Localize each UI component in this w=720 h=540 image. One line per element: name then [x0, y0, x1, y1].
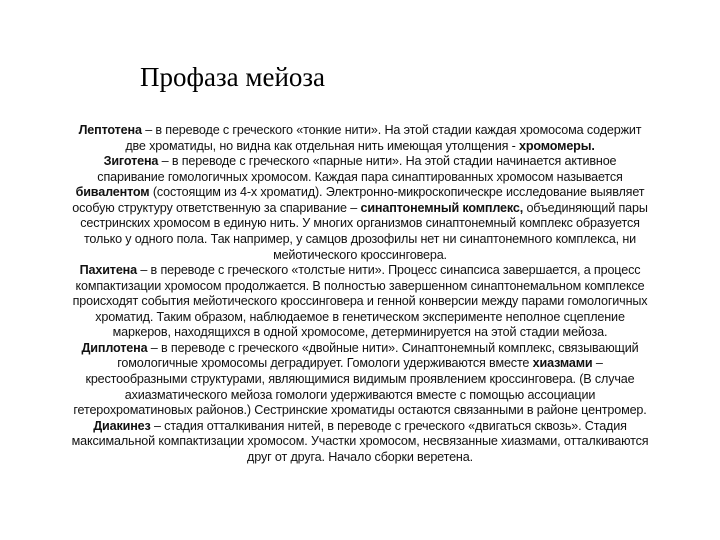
term-bold: хиазмами: [532, 356, 593, 371]
text-line: [20, 341, 700, 357]
text-segment: –: [592, 356, 603, 371]
text-segment: максимальной компактизации хромосом. Участки хромосом, несвязанные хиазмами, отталкиваются: [71, 434, 649, 449]
term-bold: синаптонемный комплекс,: [360, 200, 524, 215]
text-line: [20, 450, 700, 466]
text-segment: – в переводе с греческого «толстые нити». Процесс синапсиса завершается, а процесс: [137, 263, 641, 278]
text-segment: спаривание гомологичных хромосом. Каждая пара синаптированных хромосом называется: [97, 169, 623, 184]
text-segment: особую структуру ответственную за спаривание –: [72, 200, 361, 215]
term-bold: бивалентом: [75, 185, 150, 200]
text-line: [20, 356, 700, 372]
text-segment: – в переводе с греческого «парные нити». На этой стадии начинается активное: [158, 154, 617, 169]
text-line: [20, 279, 700, 295]
text-line: [20, 310, 700, 326]
text-segment: хроматид. Таким образом, наблюдаемое в генетическом эксперименте неполное сцепление: [95, 309, 625, 324]
text-segment: две хроматиды, но видна как отдельная нить имеющая утолщения -: [125, 138, 520, 153]
text-line: [20, 388, 700, 404]
text-segment: только у одного пола. Так например, у самцов дрозофилы нет ни синаптонемного комплекса, ни: [83, 231, 637, 246]
text-line: [20, 154, 700, 170]
body-text: [20, 123, 700, 465]
term-bold: хромомеры.: [519, 138, 595, 153]
text-line: [20, 170, 700, 186]
term-bold: Диплотена: [81, 340, 148, 355]
term-bold: Пахитена: [79, 263, 137, 278]
text-line: [20, 434, 700, 450]
text-segment: ахиазматического мейоза гомологи удерживаются вместе с помощью ассоциации: [124, 387, 596, 402]
text-segment: гетерохроматиновых районов.) Сестринские хроматиды остаются связанными в районе центромер.: [73, 403, 647, 418]
text-line: [20, 294, 700, 310]
text-line: [20, 419, 700, 435]
text-segment: сестринских хромосом в единую нить. У многих организмов синаптонемный комплекс образуется: [80, 216, 640, 231]
text-segment: – в переводе с греческого «тонкие нити». На этой стадии каждая хромосома содержит: [141, 123, 642, 137]
text-segment: друг от друга. Начало сборки веретена.: [247, 449, 473, 464]
text-segment: (состоящим из 4-х хроматид). Электронно-микроскопическре исследование выявляет: [149, 185, 645, 200]
text-line: [20, 123, 700, 139]
term-bold: Зиготена: [103, 154, 159, 169]
term-bold: Лептотена: [78, 123, 142, 137]
text-line: [20, 139, 700, 155]
text-segment: гомологичные хромосомы деградирует. Гомологи удерживаются вместе: [117, 356, 533, 371]
text-segment: мейотического кроссинговера.: [273, 247, 447, 262]
text-line: [20, 232, 700, 248]
text-line: [20, 263, 700, 279]
text-line: [20, 216, 700, 232]
text-line: [20, 185, 700, 201]
text-line: [20, 372, 700, 388]
text-line: [20, 201, 700, 217]
text-segment: компактизации хромосом продолжается. В полностью завершенном синаптонемальном комплексе: [75, 278, 645, 293]
text-segment: объединяющий пары: [523, 200, 648, 215]
slide-title: Профаза мейоза: [140, 62, 326, 92]
text-segment: маркеров, находящихся в одной хромосоме, детерминируется на этой стадии мейоза.: [112, 325, 608, 340]
text-line: [20, 403, 700, 419]
text-segment: крестообразными структурами, являющимися видимым проявлением кроссинговера. (В случае: [85, 372, 635, 386]
text-segment: происходят события мейотического кроссинговера и генной конверсии между парами гомологичных: [72, 294, 648, 309]
term-bold: Диакинез: [93, 418, 151, 433]
text-segment: – в переводе с греческого «двойные нити». Синаптонемный комплекс, связывающий: [147, 340, 639, 355]
text-line: [20, 248, 700, 264]
text-line: [20, 325, 700, 341]
text-segment: – стадия отталкивания нитей, в переводе с греческого «двигаться сквозь». Стадия: [150, 418, 627, 433]
